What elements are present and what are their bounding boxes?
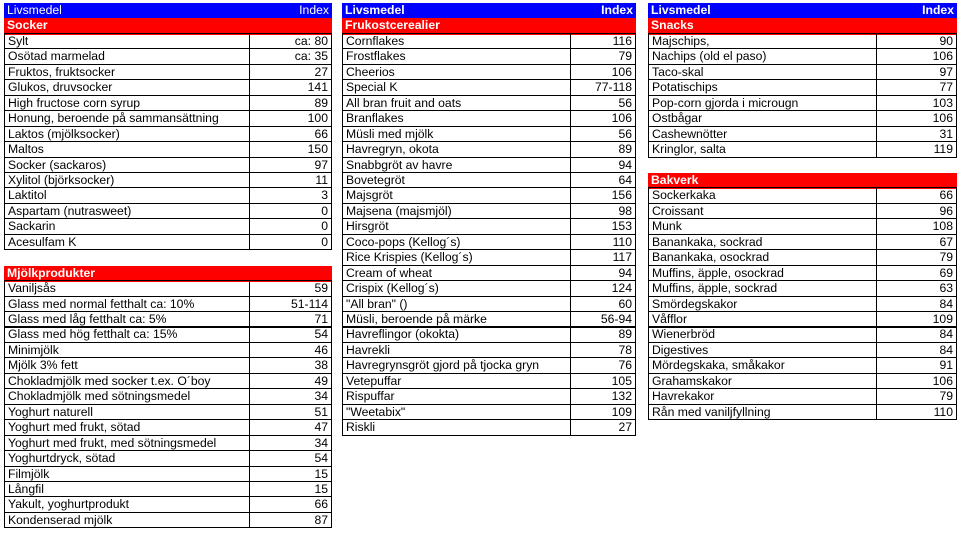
food-name: Havregrynsgröt gjord på tjocka gryn bbox=[342, 357, 571, 374]
food-name: Bovetegröt bbox=[342, 172, 571, 189]
gi-value: 77 bbox=[876, 79, 957, 96]
food-name: Riskli bbox=[342, 419, 571, 436]
gi-value: 97 bbox=[876, 64, 957, 81]
gi-value: 60 bbox=[570, 296, 636, 313]
food-name: Müsli med mjölk bbox=[342, 126, 571, 143]
gi-value: 27 bbox=[249, 64, 332, 81]
gi-value: 105 bbox=[570, 373, 636, 390]
gi-value: 79 bbox=[876, 249, 957, 266]
header-livsmedel: Livsmedel bbox=[4, 3, 250, 20]
food-name: Laktitol bbox=[4, 187, 250, 204]
gi-value: 15 bbox=[249, 466, 332, 483]
gi-value: 96 bbox=[876, 203, 957, 220]
table-row bbox=[342, 420, 636, 437]
header-index: Index bbox=[250, 3, 332, 20]
header-livsmedel: Livsmedel bbox=[648, 3, 877, 20]
gi-value: 49 bbox=[249, 373, 332, 390]
food-name: Glass med hög fetthalt ca: 15% bbox=[4, 326, 250, 343]
gi-value: 15 bbox=[249, 481, 332, 498]
gi-value: 106 bbox=[876, 110, 957, 127]
gi-value: 153 bbox=[570, 218, 636, 235]
food-name: Sackarin bbox=[4, 218, 250, 235]
gi-value: 0 bbox=[249, 203, 332, 220]
food-name: Yoghurt naturell bbox=[4, 404, 250, 421]
gi-value: 90 bbox=[876, 33, 957, 50]
section-title: Frukostcerealier bbox=[342, 18, 636, 35]
food-name: Special K bbox=[342, 79, 571, 96]
gi-value: 116 bbox=[570, 33, 636, 50]
gi-value: 106 bbox=[876, 48, 957, 65]
gi-value: 66 bbox=[249, 126, 332, 143]
food-name: Crispix (Kellog´s) bbox=[342, 280, 571, 297]
gi-value: 56 bbox=[570, 126, 636, 143]
gi-value: 3 bbox=[249, 187, 332, 204]
gi-value: 11 bbox=[249, 172, 332, 189]
table-row bbox=[4, 513, 332, 530]
food-name: Havregryn, okota bbox=[342, 141, 571, 158]
food-name: Maltos bbox=[4, 141, 250, 158]
food-name: Cornflakes bbox=[342, 33, 571, 50]
gi-value: ca: 80 bbox=[249, 33, 332, 50]
header-index: Index bbox=[877, 3, 957, 20]
food-name: Pop-corn gjorda i microugn bbox=[648, 95, 877, 112]
gi-value: 106 bbox=[570, 64, 636, 81]
food-name: Smördegskakor bbox=[648, 296, 877, 313]
food-name: Glass med låg fetthalt ca: 5% bbox=[4, 311, 250, 328]
gi-value: 117 bbox=[570, 249, 636, 266]
gi-value: 66 bbox=[249, 496, 332, 513]
gi-value: 109 bbox=[570, 404, 636, 421]
food-name: Grahamskakor bbox=[648, 373, 877, 390]
gi-value: 84 bbox=[876, 326, 957, 343]
header-row bbox=[648, 3, 957, 20]
section-title: Mjölkprodukter bbox=[4, 266, 332, 283]
food-name: Acesulfam K bbox=[4, 234, 250, 251]
header-index: Index bbox=[571, 3, 636, 20]
food-name: Glukos, druvsocker bbox=[4, 79, 250, 96]
gi-value: 51 bbox=[249, 404, 332, 421]
gi-value: 77-118 bbox=[570, 79, 636, 96]
gi-value: 66 bbox=[876, 187, 957, 204]
gi-value: 63 bbox=[876, 280, 957, 297]
food-name: Våfflor bbox=[648, 311, 877, 328]
section-title: Snacks bbox=[648, 18, 957, 35]
header-row bbox=[4, 3, 332, 20]
food-name: Aspartam (nutrasweet) bbox=[4, 203, 250, 220]
gi-value: 67 bbox=[876, 234, 957, 251]
gi-value: 46 bbox=[249, 342, 332, 359]
food-name: High fructose corn syrup bbox=[4, 95, 250, 112]
table-row bbox=[648, 405, 957, 422]
food-name: Yoghurt med frukt, med sötningsmedel bbox=[4, 435, 250, 452]
food-name: Fruktos, fruktsocker bbox=[4, 64, 250, 81]
header-row bbox=[342, 3, 636, 20]
food-name: Rice Krispies (Kellog´s) bbox=[342, 249, 571, 266]
food-name: Majschips, bbox=[648, 33, 877, 50]
gi-value: 141 bbox=[249, 79, 332, 96]
food-name: "All bran" () bbox=[342, 296, 571, 313]
food-name: Nachips (old el paso) bbox=[648, 48, 877, 65]
food-name: Sylt bbox=[4, 33, 250, 50]
table-row bbox=[4, 235, 332, 252]
gi-value: 78 bbox=[570, 342, 636, 359]
food-name: Yoghurtdryck, sötad bbox=[4, 450, 250, 467]
food-name: Vaniljsås bbox=[4, 280, 250, 297]
gi-value: 54 bbox=[249, 450, 332, 467]
gi-value: 110 bbox=[570, 234, 636, 251]
food-name: Snabbgröt av havre bbox=[342, 157, 571, 174]
gi-value: 84 bbox=[876, 342, 957, 359]
gi-value: 59 bbox=[249, 280, 332, 297]
food-name: Taco-skal bbox=[648, 64, 877, 81]
food-name: Cashewnötter bbox=[648, 126, 877, 143]
food-name: Xylitol (björksocker) bbox=[4, 172, 250, 189]
food-name: Muffins, äpple, sockrad bbox=[648, 280, 877, 297]
section-title: Bakverk bbox=[648, 173, 957, 190]
food-name: Havrekli bbox=[342, 342, 571, 359]
gi-value: 0 bbox=[249, 218, 332, 235]
food-name: Wienerbröd bbox=[648, 326, 877, 343]
gi-value: 76 bbox=[570, 357, 636, 374]
food-name: Laktos (mjölksocker) bbox=[4, 126, 250, 143]
gi-value: 47 bbox=[249, 419, 332, 436]
food-name: Digestives bbox=[648, 342, 877, 359]
header-livsmedel: Livsmedel bbox=[342, 3, 571, 20]
food-name: Socker (sackaros) bbox=[4, 157, 250, 174]
gi-value: 108 bbox=[876, 218, 957, 235]
gi-value: 119 bbox=[876, 141, 957, 158]
gi-value: 89 bbox=[570, 141, 636, 158]
gi-value: 71 bbox=[249, 311, 332, 328]
food-name: Honung, beroende på sammansättning bbox=[4, 110, 250, 127]
food-name: Havreflingor (okokta) bbox=[342, 326, 571, 343]
gi-value: 64 bbox=[570, 172, 636, 189]
gi-value: 132 bbox=[570, 388, 636, 405]
gi-value: 94 bbox=[570, 265, 636, 282]
food-name: Rån med vaniljfyllning bbox=[648, 404, 877, 421]
food-name: Rispuffar bbox=[342, 388, 571, 405]
food-name: Branflakes bbox=[342, 110, 571, 127]
food-name: Cream of wheat bbox=[342, 265, 571, 282]
gi-value: 98 bbox=[570, 203, 636, 220]
gi-value: 0 bbox=[249, 234, 332, 251]
gi-value: 100 bbox=[249, 110, 332, 127]
gi-value: 56 bbox=[570, 95, 636, 112]
gi-value: ca: 35 bbox=[249, 48, 332, 65]
gi-value: 106 bbox=[876, 373, 957, 390]
gi-value: 54 bbox=[249, 326, 332, 343]
section-title: Socker bbox=[4, 18, 332, 35]
food-name: Långfil bbox=[4, 481, 250, 498]
gi-value: 94 bbox=[570, 157, 636, 174]
food-name: Ostbågar bbox=[648, 110, 877, 127]
food-name: Mjölk 3% fett bbox=[4, 357, 250, 374]
gi-value: 110 bbox=[876, 404, 957, 421]
gi-value: 91 bbox=[876, 357, 957, 374]
food-name: Kondenserad mjölk bbox=[4, 512, 250, 529]
gi-value: 109 bbox=[876, 311, 957, 328]
food-name: Sockerkaka bbox=[648, 187, 877, 204]
food-name: Chokladmjölk med sötningsmedel bbox=[4, 388, 250, 405]
food-name: Kringlor, salta bbox=[648, 141, 877, 158]
gi-value: 27 bbox=[570, 419, 636, 436]
food-name: Munk bbox=[648, 218, 877, 235]
gi-value: 89 bbox=[570, 326, 636, 343]
gi-value: 34 bbox=[249, 435, 332, 452]
food-name: Hirsgröt bbox=[342, 218, 571, 235]
gi-value: 97 bbox=[249, 157, 332, 174]
gi-value: 69 bbox=[876, 265, 957, 282]
food-name: Osötad marmelad bbox=[4, 48, 250, 65]
gi-value: 34 bbox=[249, 388, 332, 405]
food-name: Cheerios bbox=[342, 64, 571, 81]
gi-value: 103 bbox=[876, 95, 957, 112]
food-name: Frostflakes bbox=[342, 48, 571, 65]
food-name: Minimjölk bbox=[4, 342, 250, 359]
gi-value: 79 bbox=[570, 48, 636, 65]
gi-value: 56-94 bbox=[570, 311, 636, 328]
gi-value: 31 bbox=[876, 126, 957, 143]
food-name: Coco-pops (Kellog´s) bbox=[342, 234, 571, 251]
food-name: All bran fruit and oats bbox=[342, 95, 571, 112]
gi-value: 87 bbox=[249, 512, 332, 529]
gi-value: 106 bbox=[570, 110, 636, 127]
food-name: Mördegskaka, småkakor bbox=[648, 357, 877, 374]
food-name: Majsena (majsmjöl) bbox=[342, 203, 571, 220]
food-name: Havrekakor bbox=[648, 388, 877, 405]
food-name: Filmjölk bbox=[4, 466, 250, 483]
food-name: Chokladmjölk med socker t.ex. O´boy bbox=[4, 373, 250, 390]
food-name: "Weetabix" bbox=[342, 404, 571, 421]
food-name: Glass med normal fetthalt ca: 10% bbox=[4, 296, 250, 313]
food-name: Croissant bbox=[648, 203, 877, 220]
gi-value: 84 bbox=[876, 296, 957, 313]
food-name: Potatischips bbox=[648, 79, 877, 96]
gi-value: 150 bbox=[249, 141, 332, 158]
food-name: Banankaka, osockrad bbox=[648, 249, 877, 266]
food-name: Muffins, äpple, osockrad bbox=[648, 265, 877, 282]
gi-value: 38 bbox=[249, 357, 332, 374]
gi-value: 156 bbox=[570, 187, 636, 204]
food-name: Müsli, beroende på märke bbox=[342, 311, 571, 328]
food-name: Yoghurt med frukt, sötad bbox=[4, 419, 250, 436]
food-name: Majsgröt bbox=[342, 187, 571, 204]
table-row bbox=[648, 142, 957, 159]
gi-value: 89 bbox=[249, 95, 332, 112]
gi-value: 124 bbox=[570, 280, 636, 297]
food-name: Banankaka, sockrad bbox=[648, 234, 877, 251]
food-name: Vetepuffar bbox=[342, 373, 571, 390]
food-name: Yakult, yoghurtprodukt bbox=[4, 496, 250, 513]
gi-value: 79 bbox=[876, 388, 957, 405]
gi-value: 51-114 bbox=[249, 296, 332, 313]
